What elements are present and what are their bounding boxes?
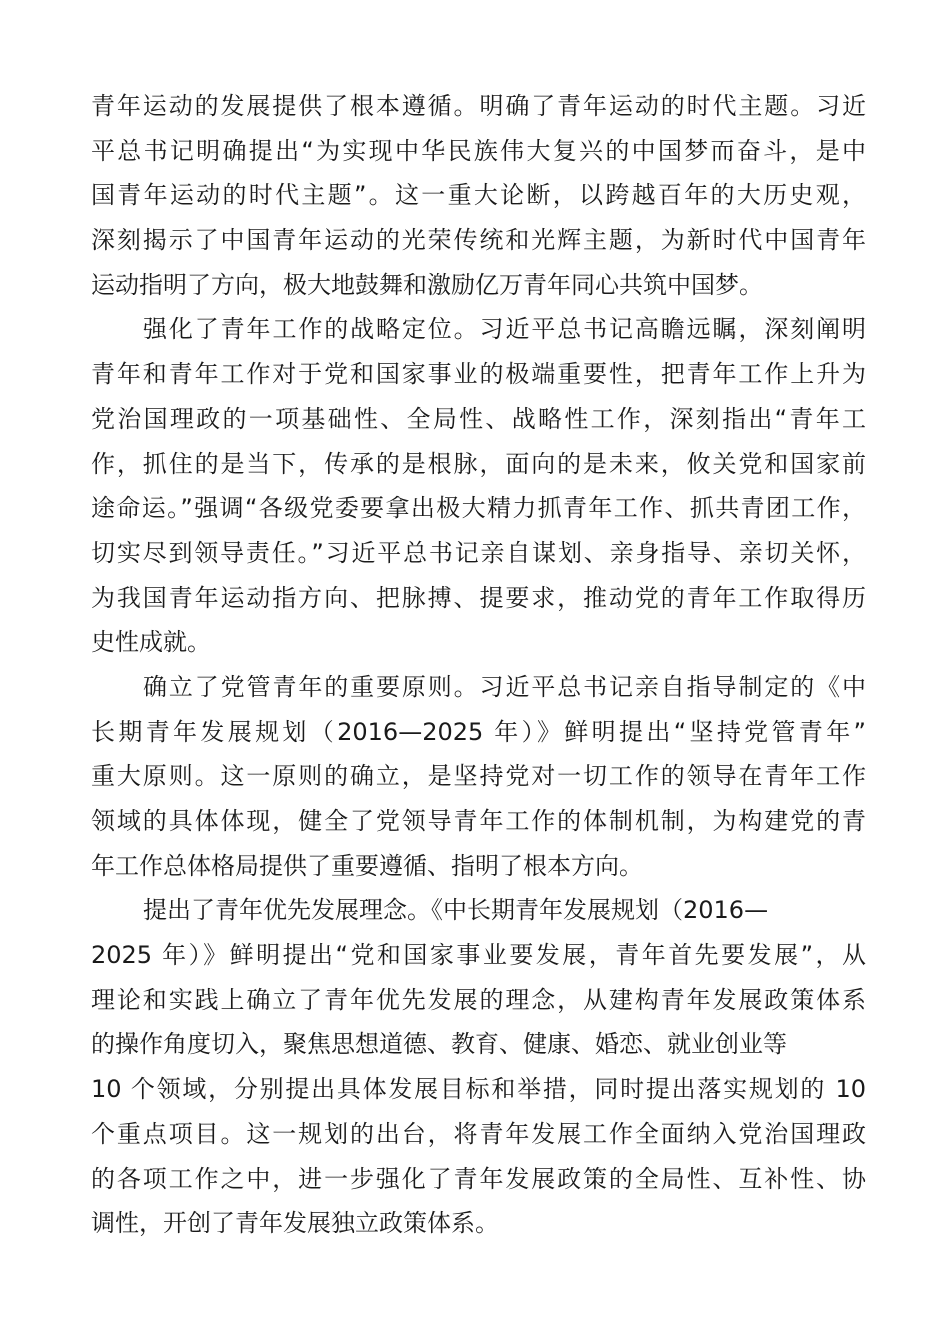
- text-line: 确立了党管青年的重要原则。习近平总书记亲自指导制定的《中: [143, 672, 866, 701]
- text-line: 年工作总体格局提供了重要遵循、指明了根本方向。: [91, 851, 643, 880]
- paragraph-4: [91, 888, 866, 1246]
- text-line: 个重点项目。这一规划的出台，将青年发展工作全面纳入党治国理政: [91, 1119, 866, 1148]
- text-line: 作，抓住的是当下，传承的是根脉，面向的是未来，攸关党和国家前: [91, 449, 866, 478]
- text-line: 2025 年）》鲜明提出“党和国家事业要发展，青年首先要发展”，从: [91, 941, 866, 970]
- text-line: 青年运动的发展提供了根本遵循。明确了青年运动的时代主题。习近: [91, 92, 866, 120]
- text-line: 重大原则。这一原则的确立，是坚持党对一切工作的领导在青年工作: [91, 762, 866, 791]
- text-line: 运动指明了方向，极大地鼓舞和激励亿万青年同心共筑中国梦。: [91, 270, 763, 299]
- text-line: 党治国理政的一项基础性、全局性、战略性工作，深刻指出“青年工: [91, 404, 866, 433]
- text-line: 为我国青年运动指方向、把脉搏、提要求，推动党的青年工作取得历: [91, 583, 866, 612]
- text-line: 的操作角度切入，聚焦思想道德、教育、健康、婚恋、就业创业等: [91, 1030, 787, 1059]
- text-line: 切实尽到领导责任。”习近平总书记亲自谋划、亲身指导、亲切关怀，: [91, 538, 866, 567]
- text-line: 青年和青年工作对于党和国家事业的极端重要性，把青年工作上升为: [91, 360, 866, 389]
- text-line: 强化了青年工作的战略定位。习近平总书记高瞻远瞩，深刻阐明: [143, 315, 866, 344]
- text-line: 深刻揭示了中国青年运动的光荣传统和光辉主题，为新时代中国青年: [91, 226, 866, 255]
- text-line: 平总书记明确提出“为实现中华民族伟大复兴的中国梦而奋斗，是中: [91, 136, 866, 165]
- paragraph-1: [91, 84, 866, 307]
- text-line: 领域的具体体现，健全了党领导青年工作的体制机制，为构建党的青: [91, 807, 866, 835]
- paragraph-2: [91, 307, 866, 665]
- text-line: 10 个领域，分别提出具体发展目标和举措，同时提出落实规划的 10: [91, 1075, 866, 1104]
- text-line: 的各项工作之中，进一步强化了青年发展政策的全局性、互补性、协: [91, 1164, 866, 1193]
- text-line: 理论和实践上确立了青年优先发展的理念，从建构青年发展政策体系: [91, 985, 866, 1014]
- text-line: 史性成就。: [91, 628, 211, 657]
- text-line: 长期青年发展规划（2016—2025 年）》鲜明提出“坚持党管青年”: [91, 717, 866, 746]
- document-body: [91, 84, 866, 1246]
- text-line: 提出了青年优先发展理念。《中长期青年发展规划（2016—: [143, 896, 769, 925]
- paragraph-3: [91, 665, 866, 888]
- text-line: 国青年运动的时代主题”。这一重大论断，以跨越百年的大历史观，: [91, 181, 866, 210]
- text-line: 调性，开创了青年发展独立政策体系。: [91, 1209, 499, 1238]
- text-line: 途命运。”强调“各级党委要拿出极大精力抓青年工作、抓共青团工作，: [91, 494, 866, 523]
